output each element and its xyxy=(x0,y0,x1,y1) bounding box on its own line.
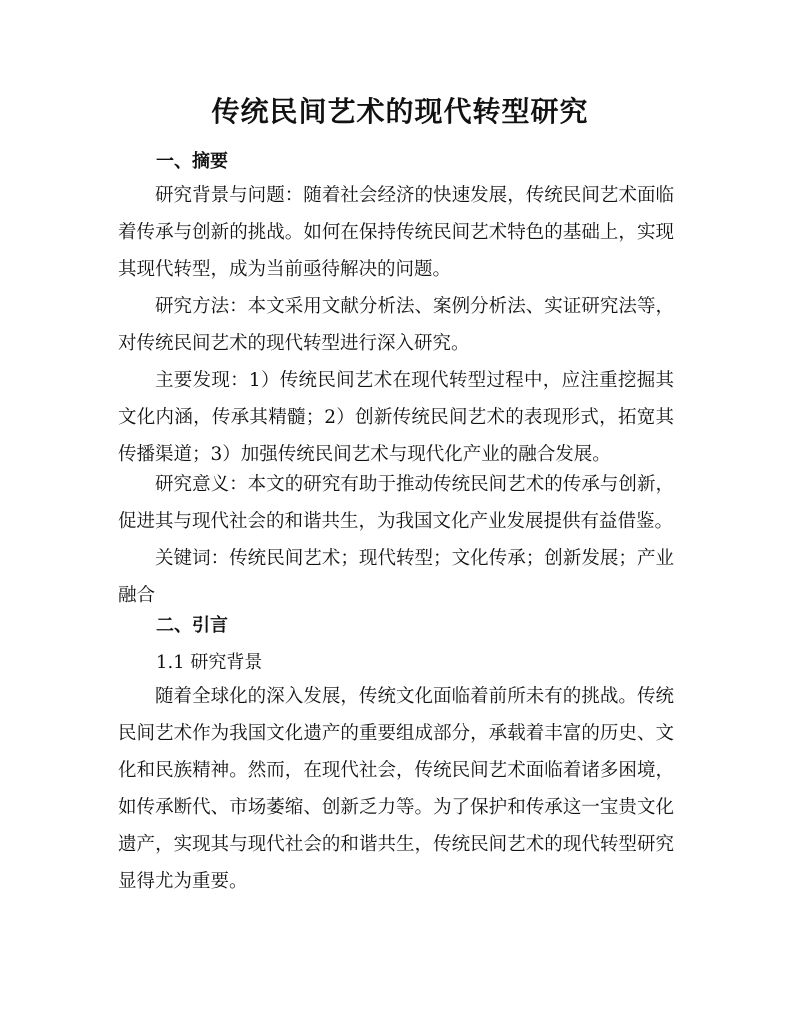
abstract-paragraph-keywords: 关键词：传统民间艺术；现代转型；文化传承；创新发展；产业融合 xyxy=(118,548,674,606)
abstract-heading: 一、摘要 xyxy=(156,151,228,172)
introduction-subheading-background: 1.1 研究背景 xyxy=(156,652,263,673)
abstract-paragraph-significance: 研究意义：本文的研究有助于推动传统民间艺术的传承与创新，促进其与现代社会的和谐共生，为我国文化产业发展提供有益借鉴。 xyxy=(118,474,674,532)
abstract-paragraph-background: 研究背景与问题：随着社会经济的快速发展，传统民间艺术面临着传承与创新的挑战。如何在保持传统民间艺术特色的基础上，实现其现代转型，成为当前亟待解决的问题。 xyxy=(118,185,674,280)
introduction-heading: 二、引言 xyxy=(156,615,228,636)
abstract-paragraph-findings: 主要发现：1）传统民间艺术在现代转型过程中，应注重挖掘其文化内涵，传承其精髓；2）创新传统民间艺术的表现形式，拓宽其传播渠道；3）加强传统民间艺术与现代化产业的融合发展。 xyxy=(118,370,674,465)
abstract-paragraph-methods: 研究方法：本文采用文献分析法、案例分析法、实证研究法等，对传统民间艺术的现代转型进行深入研究。 xyxy=(118,296,674,354)
document-title: 传统民间艺术的现代转型研究 xyxy=(211,95,589,128)
introduction-paragraph-background: 随着全球化的深入发展，传统文化面临着前所未有的挑战。传统民间艺术作为我国文化遗产的重要组成部分，承载着丰富的历史、文化和民族精神。然而，在现代社会，传统民间艺术面临着诸多困境，如传承断代、市场萎缩、创新乏力等。为了保护和传承这一宝贵文化遗产，实现其与现代社会的和谐共生，传统民间艺术的现代转型研究显得尤为重要。 xyxy=(118,686,674,892)
